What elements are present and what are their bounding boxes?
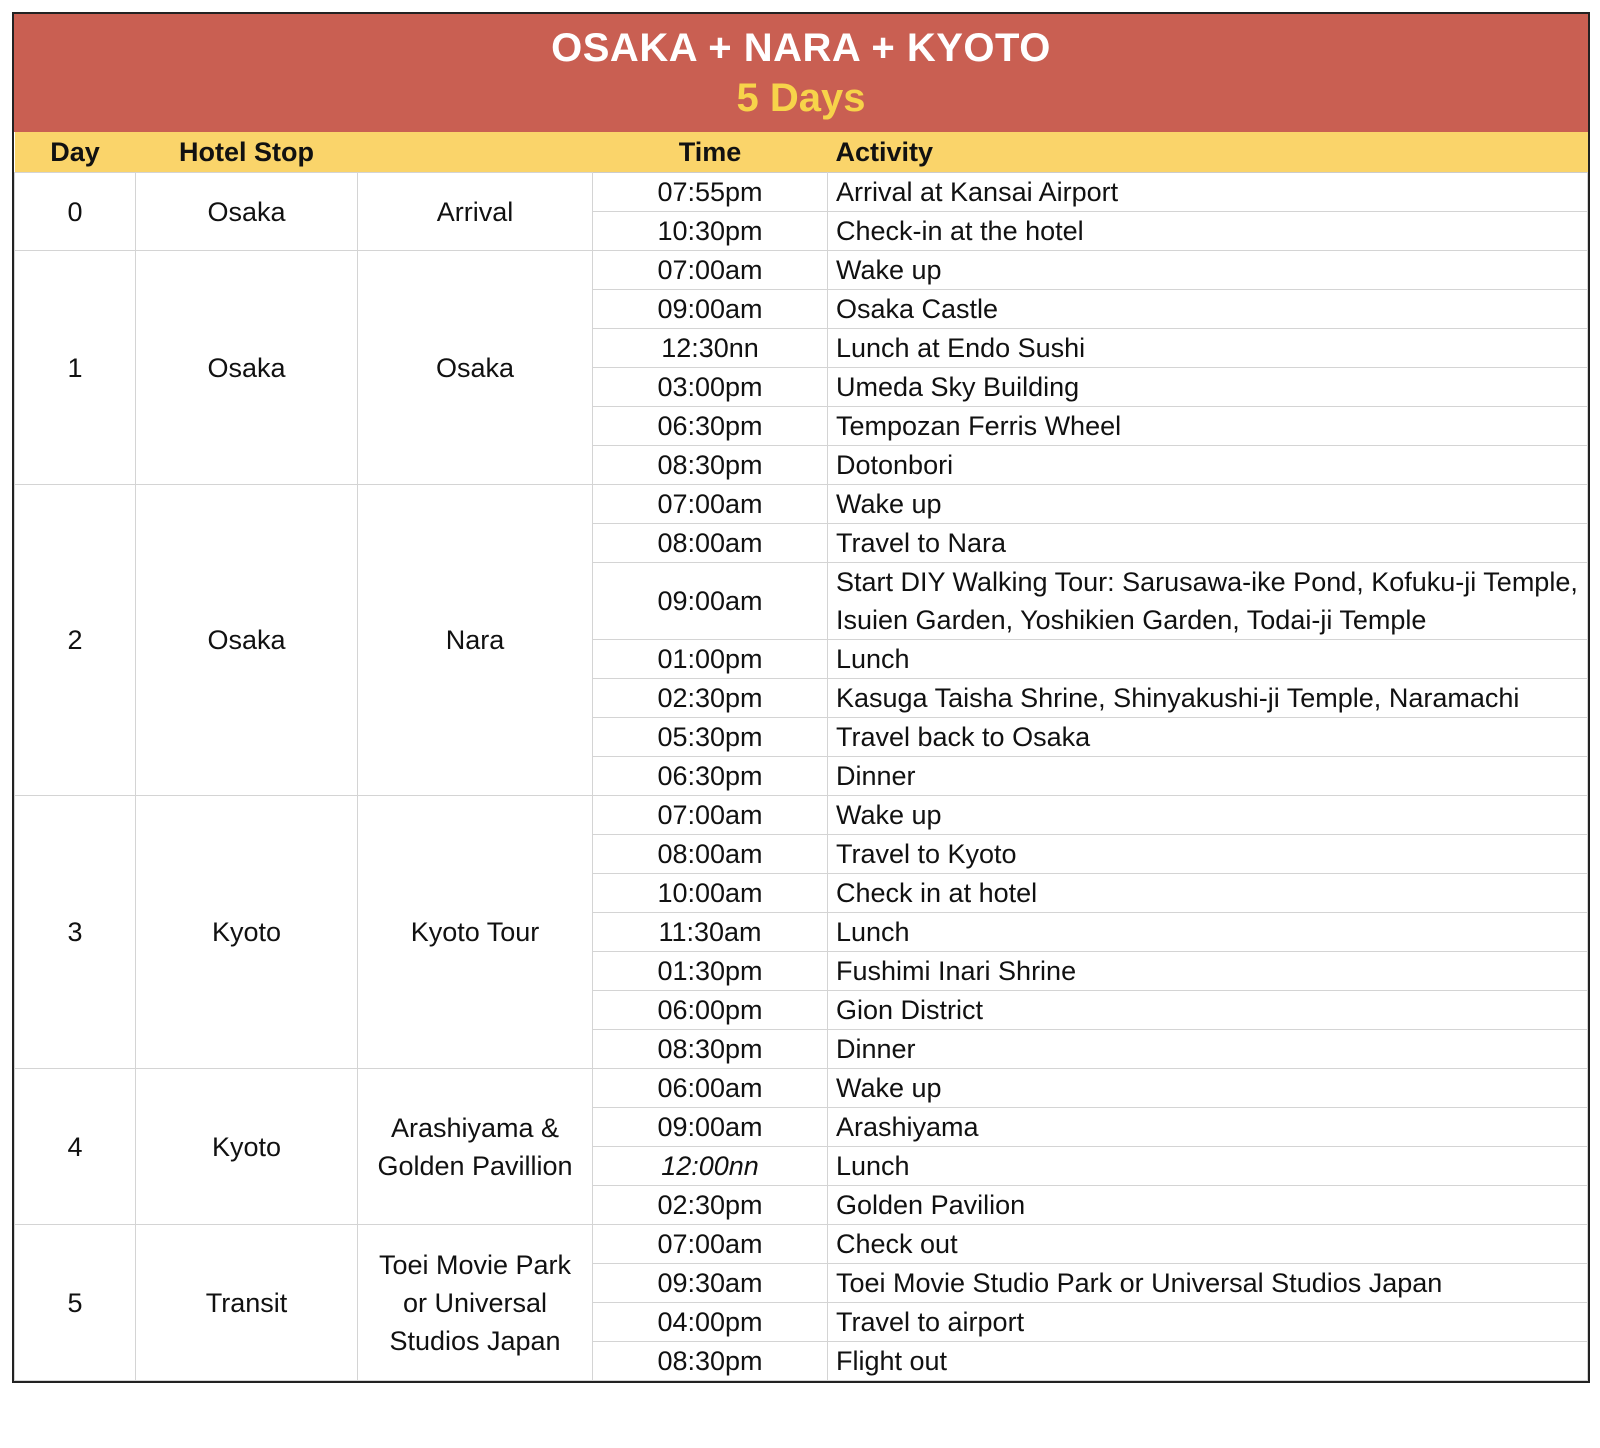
table-row (15, 796, 1588, 835)
itinerary-subtitle: 5 Days (736, 76, 866, 120)
activity-cell: Check-in at the hotel (828, 212, 1588, 251)
hotel-cell: Osaka (136, 251, 358, 485)
day-number: 4 (15, 1069, 136, 1225)
day-number: 1 (15, 251, 136, 485)
stop-cell: Toei Movie Park or Universal Studios Japan (358, 1225, 593, 1381)
time-cell: 02:30pm (593, 1186, 828, 1225)
time-cell: 07:00am (593, 796, 828, 835)
title-banner (14, 14, 1588, 132)
header-day: Day (15, 132, 136, 173)
activity-cell: Travel to Nara (828, 524, 1588, 563)
itinerary-sheet (12, 12, 1590, 1383)
time-cell: 04:00pm (593, 1303, 828, 1342)
activity-cell: Travel to airport (828, 1303, 1588, 1342)
time-cell: 02:30pm (593, 679, 828, 718)
activity-cell: Tempozan Ferris Wheel (828, 407, 1588, 446)
hotel-cell: Kyoto (136, 796, 358, 1069)
stop-cell: Arrival (358, 173, 593, 251)
activity-cell: Kasuga Taisha Shrine, Shinyakushi-ji Temple, Naramachi (828, 679, 1588, 718)
day-number: 2 (15, 485, 136, 796)
activity-cell: Arrival at Kansai Airport (828, 173, 1588, 212)
time-cell: 09:00am (593, 290, 828, 329)
activity-cell: Flight out (828, 1342, 1588, 1381)
time-cell: 10:00am (593, 874, 828, 913)
time-cell: 08:00am (593, 524, 828, 563)
activity-cell: Lunch at Endo Sushi (828, 329, 1588, 368)
activity-cell: Start DIY Walking Tour: Sarusawa-ike Pond, Kofuku-ji Temple, Isuien Garden, Yoshikien Garden, Todai-ji Temple (828, 563, 1588, 640)
table-row (15, 251, 1588, 290)
stop-cell: Nara (358, 485, 593, 796)
activity-cell: Lunch (828, 1147, 1588, 1186)
time-cell: 05:30pm (593, 718, 828, 757)
activity-cell: Gion District (828, 991, 1588, 1030)
header-blank (358, 132, 593, 173)
itinerary-table (14, 132, 1588, 1381)
time-cell: 10:30pm (593, 212, 828, 251)
activity-cell: Dotonbori (828, 446, 1588, 485)
hotel-cell: Osaka (136, 485, 358, 796)
header-time: Time (593, 132, 828, 173)
header-row (15, 132, 1588, 173)
activity-cell: Wake up (828, 485, 1588, 524)
time-cell: 09:30am (593, 1264, 828, 1303)
activity-cell: Osaka Castle (828, 290, 1588, 329)
time-cell: 09:00am (593, 1108, 828, 1147)
hotel-cell: Kyoto (136, 1069, 358, 1225)
time-cell: 07:00am (593, 485, 828, 524)
itinerary-title: OSAKA + NARA + KYOTO (551, 26, 1051, 70)
activity-cell: Travel back to Osaka (828, 718, 1588, 757)
activity-cell: Dinner (828, 757, 1588, 796)
time-cell: 07:00am (593, 1225, 828, 1264)
time-cell: 12:30nn (593, 329, 828, 368)
activity-cell: Wake up (828, 251, 1588, 290)
time-cell: 06:00pm (593, 991, 828, 1030)
activity-cell: Wake up (828, 796, 1588, 835)
header-activity: Activity (828, 132, 1588, 173)
time-cell: 06:30pm (593, 407, 828, 446)
table-row (15, 485, 1588, 524)
stop-cell: Osaka (358, 251, 593, 485)
time-cell: 08:30pm (593, 446, 828, 485)
time-cell: 08:30pm (593, 1030, 828, 1069)
time-cell: 08:30pm (593, 1342, 828, 1381)
table-row (15, 1225, 1588, 1264)
time-cell: 03:00pm (593, 368, 828, 407)
activity-cell: Check in at hotel (828, 874, 1588, 913)
stop-cell: Kyoto Tour (358, 796, 593, 1069)
activity-cell: Umeda Sky Building (828, 368, 1588, 407)
time-cell: 07:55pm (593, 173, 828, 212)
time-cell: 06:30pm (593, 757, 828, 796)
activity-cell: Dinner (828, 1030, 1588, 1069)
hotel-cell: Osaka (136, 173, 358, 251)
time-cell: 11:30am (593, 913, 828, 952)
table-row (15, 173, 1588, 212)
stop-cell: Arashiyama & Golden Pavillion (358, 1069, 593, 1225)
time-cell: 01:30pm (593, 952, 828, 991)
activity-cell: Toei Movie Studio Park or Universal Studios Japan (828, 1264, 1588, 1303)
table-row (15, 1069, 1588, 1108)
time-cell: 07:00am (593, 251, 828, 290)
activity-cell: Travel to Kyoto (828, 835, 1588, 874)
time-cell: 12:00nn (593, 1147, 828, 1186)
activity-cell: Check out (828, 1225, 1588, 1264)
day-number: 3 (15, 796, 136, 1069)
activity-cell: Lunch (828, 640, 1588, 679)
activity-cell: Fushimi Inari Shrine (828, 952, 1588, 991)
header-hotel-stop: Hotel Stop (136, 132, 358, 173)
day-number: 0 (15, 173, 136, 251)
activity-cell: Lunch (828, 913, 1588, 952)
day-number: 5 (15, 1225, 136, 1381)
time-cell: 08:00am (593, 835, 828, 874)
time-cell: 09:00am (593, 563, 828, 640)
activity-cell: Wake up (828, 1069, 1588, 1108)
activity-cell: Golden Pavilion (828, 1186, 1588, 1225)
time-cell: 01:00pm (593, 640, 828, 679)
activity-cell: Arashiyama (828, 1108, 1588, 1147)
hotel-cell: Transit (136, 1225, 358, 1381)
time-cell: 06:00am (593, 1069, 828, 1108)
